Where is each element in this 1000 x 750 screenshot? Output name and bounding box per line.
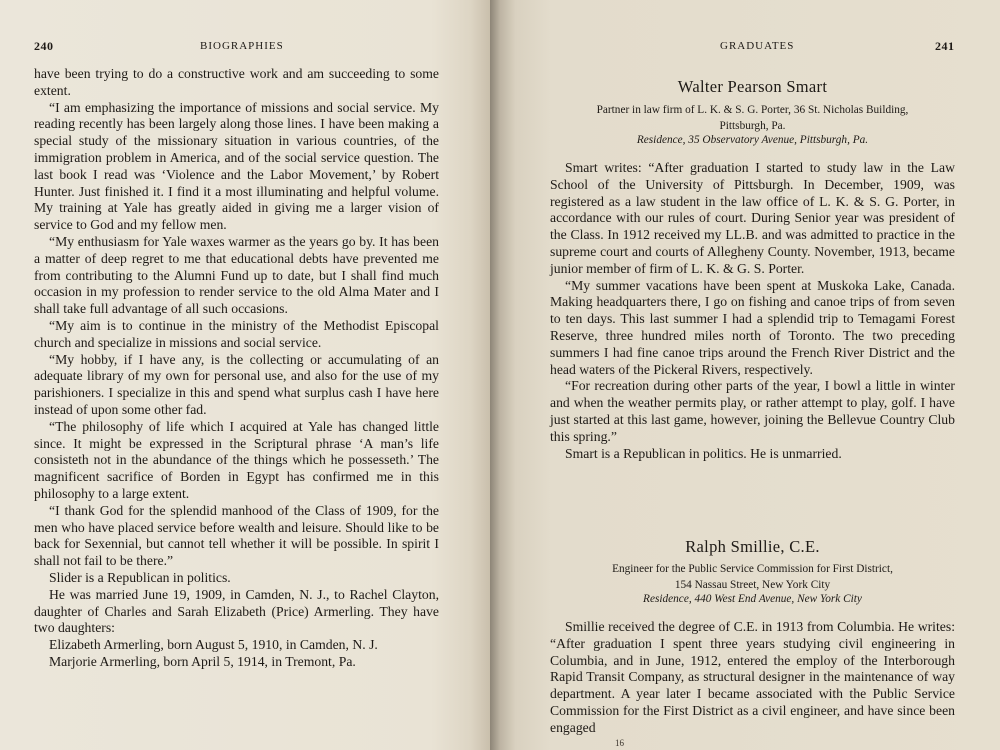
entry-body-smillie: [550, 619, 955, 737]
occupation-line: Partner in law firm of L. K. & S. G. Porter, 36 St. Nicholas Building,: [596, 104, 909, 116]
entry-name-smart: Walter Pearson Smart: [677, 77, 828, 96]
paragraph: “My aim is to continue in the ministry of the Methodist Episcopal church and specialize in missions and social service.: [34, 317, 439, 350]
paragraph: Marjorie Armerling, born April 5, 1914, in Tremont, Pa.: [49, 653, 356, 669]
left-page: [0, 0, 490, 750]
paragraph: He was married June 19, 1909, in Camden, N. J., to Rachel Clayton, daughter of Charles and Sarah Elizabeth (Price) Armerling. They have two daughters:: [34, 586, 439, 636]
paragraph: “I thank God for the splendid manhood of the Class of 1909, for the men who have placed service before wealth and leisure. Should like to be back for Sexennial, but cannot tell whether it will be possible. In spirit I shall not fail to be there.”: [34, 502, 439, 569]
left-body-text: [34, 66, 439, 671]
entry-residence-smart: Residence, 35 Observatory Avenue, Pittsburgh, Pa.: [636, 134, 869, 146]
paragraph: “My enthusiasm for Yale waxes warmer as the years go by. It has been a matter of deep regret to me that educational debts have prevented me from contributing to the Alumni Fund up to date, but I shall find much occasion in my profession to render service to the old Alma Mater and I shall take full advantage of all such occasions.: [34, 233, 439, 317]
occupation-line: Pittsburgh, Pa.: [719, 120, 786, 132]
paragraph: “The philosophy of life which I acquired at Yale has changed little since. It might be expressed in the Scriptural phrase ‘A man’s life consisteth not in the abundance of the things which he possesseth.’ The magnificent sacrifice of Borden in Egypt has confirmed me in this philosophy to a large extent.: [34, 418, 439, 501]
paragraph: have been trying to do a constructive work and am succeeding to some extent.: [34, 66, 439, 98]
entry-occupation-smart: [550, 102, 955, 134]
running-head-right: GRADUATES: [720, 40, 795, 52]
entry-residence-smillie: Residence, 440 West End Avenue, New York City: [643, 593, 862, 605]
paragraph: “For recreation during other parts of the year, I bowl a little in winter and when the weather permits play, or rather attempt to play, golf. I have just started at this last game, however, joining the Bellevue Country Club this spring.”: [550, 378, 955, 444]
paragraph: Smart is a Republican in politics. He is unmarried.: [565, 445, 842, 461]
right-page: [490, 0, 1000, 750]
paragraph: Elizabeth Armerling, born August 5, 1910, in Camden, N. J.: [49, 637, 378, 653]
paragraph: “My summer vacations have been spent at Muskoka Lake, Canada. Making headquarters there, I go on fishing and canoe trips of from seven to ten days. This last summer I had a splendid trip to Temagami Forest Reserve, three hundred miles north of Toronto. The two preceding summers I had fine canoe trips around the French River District and the head waters of the Pickeral Rivers, respectively.: [550, 277, 955, 377]
paragraph: Slider is a Republican in politics.: [49, 569, 231, 585]
entry-body-smart: [550, 160, 955, 462]
paragraph: “I am emphasizing the importance of missions and social service. My reading recently has been largely along those lines. I have been making a special study of the missionary situation in various countries, of the immigration problem in America, and of the social service question. The last book I read was ‘Violence and the Labor Movement,’ by Robert Hunter. Just finished it. I find it a most illuminating and helpful volume. My training at Yale has greatly aided in giving me a larger vision of service to God and my fellow men.: [34, 99, 439, 233]
entry-name-smillie: Ralph Smillie, C.E.: [685, 537, 820, 556]
paragraph: Smillie received the degree of C.E. in 1913 from Columbia. He writes: “After graduation I spent three years studying civil engineering in Columbia, and in June, 1912, entered the employ of the Interborough Rapid Transit Company, as structural designer in the maintenance of way department. A year later I became associated with the Public Service Commission for the First District as a civil engineer, and have since been engaged: [550, 619, 955, 735]
running-head-left: BIOGRAPHIES: [200, 40, 284, 52]
occupation-line: 154 Nassau Street, New York City: [674, 579, 831, 591]
paragraph: “My hobby, if I have any, is the collecting or accumulating of an adequate library of my own for personal use, and also for the use of my parishioners. I specialize in this and spend what surplus cash I have here instead of upon some other fad.: [34, 351, 439, 417]
entry-occupation-smillie: [550, 561, 955, 593]
page-number-left: 240: [34, 39, 54, 53]
signature-mark: 16: [615, 738, 624, 748]
page-number-right: 241: [935, 39, 955, 53]
paragraph: Smart writes: “After graduation I started to study law in the Law School of the University of Pittsburgh. In December, 1909, was registered as a law student in the law office of L. K. & S. G. Porter, in accordance with our rules of court. During Senior year was president of the Class. In 1912 received my LL.B. and was admitted to practice in the supreme court and courts of Allegheny County. November, 1913, became junior member of firm of L. K. & G. S. Porter.: [550, 160, 955, 276]
occupation-line: Engineer for the Public Service Commission for First District,: [612, 563, 893, 575]
